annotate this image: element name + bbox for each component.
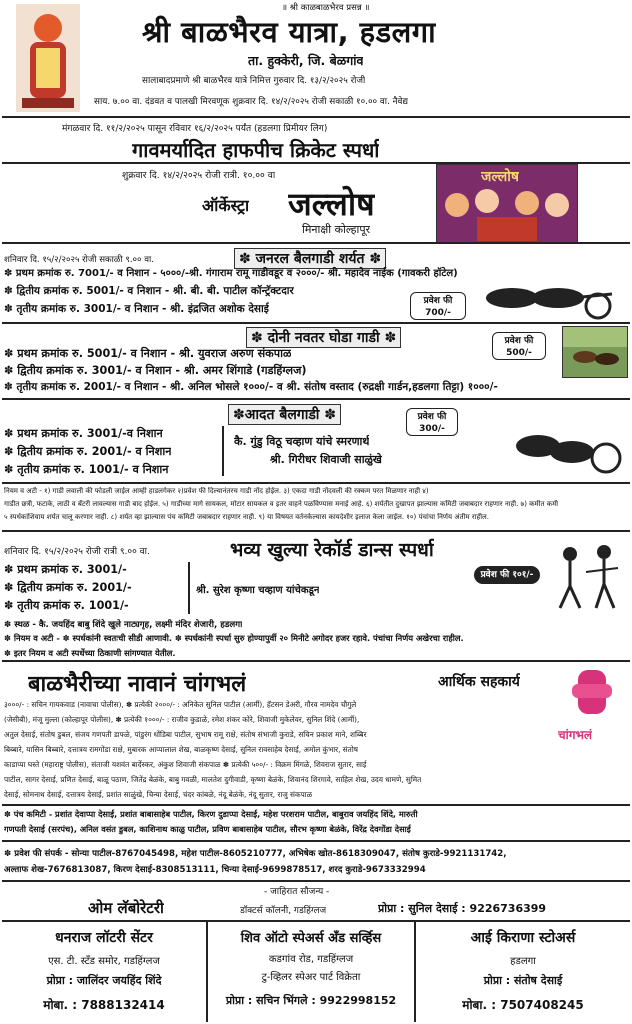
- shop-1-phone: मोबा. : 7888132414: [43, 998, 165, 1012]
- orchestra-place: मिनाक्षी कोल्हापूर: [302, 223, 371, 236]
- lab-address: डॉक्टर्स कॉलनी, गडहिंग्लज: [240, 906, 327, 916]
- contacts-line-1: ✽ प्रवेश फी संपर्क - सोन्या पाटील-8767045498, महेश पाटील-8605210777, अभिषेक खोत-8618309047, संतोष कुराडे-9921131742,: [4, 849, 507, 859]
- shop-3-name: आई किराणा स्टोअर्स: [470, 930, 576, 946]
- shop-2-name: शिव ऑटो स्पेअर्स अँड सर्व्हिस: [240, 931, 382, 946]
- rules-line-2: गाडीत छत्री, फटाके, लाठी व बॅटरी लावल्यास गाडी बाद होईल. ५) गाडीच्या मागे सायकल, मोटार सायकल व इतर वाहने पळविण्यास मनाई आहे. ६) शर्यतीत दुखापत झाल्यास कमिटी जबाबदार राहणार नाही. ७) कमीत कमी: [4, 500, 559, 508]
- dance-prize-3: ✽ तृतीय क्रमांक रु. 1001/-: [4, 599, 129, 612]
- ads-courtesy: - जाहिरात सौजन्य -: [264, 887, 330, 897]
- shop-1-owner: प्रोप्रा : जालिंदर जयहिंद शिंदे: [46, 974, 162, 987]
- donors-title: बाळभैरीच्या नावानं चांगभलं: [28, 672, 247, 697]
- poster-title: जल्लोष: [481, 169, 519, 185]
- aadat-race-section: [2, 400, 630, 484]
- deity-image: [16, 4, 80, 112]
- committee-line-1: ✽ पंच कमिटी - प्रशांत देवाप्पा देसाई, प्रशांत बाबासाहेब पाटील, किरण दुडाप्पा देसाई, महेश परशराम पाटील, बाबुराव जयहिंद शिंदे, मारुती: [4, 809, 418, 819]
- horse-title: ✽ दोनी नवतर घोडा गाडी ✽: [246, 327, 401, 348]
- contacts-line-2: अल्ताफ शेख-7676813087, किरण देसाई-8308513111, चिन्या देसाई-9699878517, शरद कुराडे-9673332994: [4, 865, 426, 875]
- header-line-1: सालाबादप्रमाणे श्री बाळभैरव यात्रे निमित्त गुरुवार दि. १३/२/२०२५ रोजी: [142, 76, 366, 86]
- horse-race-section: [2, 324, 630, 400]
- dance-venue: ✽ स्थळ - कै. जयहिंद बाबु शिंदे खुले नाट्यगृह, लक्ष्मी मंदिर शेजारी, हडलगा: [4, 620, 243, 630]
- aadat-cart-image: [502, 414, 626, 480]
- orchestra-date: शुक्रवार दि. १४/२/२०२५ रोजी रात्री. १०.०० वा: [122, 170, 276, 181]
- logo-text: चांगभलं: [558, 728, 593, 742]
- donor-line-2: (जेसीबी), मंजू मुल्ला (कोल्हापूर पोलीस), ✽ प्रत्येकी १०००/- : राजीव कुडाळे, रमेश शंकर कोरे, शिवाजी मुकेलेवर, सुनिल शिंदे (आर्मी),: [4, 715, 360, 724]
- bullock-entry-badge: प्रवेश फी 700/-: [410, 292, 466, 320]
- shop-1: [2, 922, 208, 1022]
- rules-line-1: नियम व अटी - १) गाडी लवाली की फोडली जाईल आम्ही हाडलगेकर २)प्रवेश फी दिल्यानंतरच गाडी नोंद होईल. ३) एकदा गाडी नोंदवली की रक्कम परत मिळणार नाही ४): [4, 487, 429, 495]
- dance-section: [2, 532, 630, 662]
- blessing-text: ॥ श्री काळबाळभैरव प्रसन्न ॥: [282, 3, 370, 13]
- donors-aid-label: आर्थिक सहकार्य: [438, 674, 520, 690]
- shop-2: [208, 922, 416, 1022]
- committee-line-2: गणपती देसाई (सरपंच), अनिल वसंत डुबल, काशिनाथ काळु पाटील, प्रविण बाबासाहेब पाटील, सौरभ कृष्णा बेळंके, विरेंद्र देवगोंडा देसाई: [4, 824, 411, 834]
- rules-section: [2, 484, 630, 532]
- dance-rules-2: ✽ इतर नियम व अटी स्पर्धेच्या ठिकाणी सांगण्यात येतील.: [4, 648, 176, 658]
- dancers-image: [546, 542, 626, 612]
- bullock-title: ✽ जनरल बैलगाडी शर्यत ✽: [234, 248, 386, 269]
- header-line-2: साय. ७.०० वा. दंडवत व पालखी मिरवणूक शुक्रवार दि. १४/२/२०२५ रोजी सकाळी १०.०० वा. नैवेद्य: [94, 97, 408, 107]
- dance-title: भव्य खुल्या रेकॉर्ड डान्स स्पर्धा: [230, 539, 434, 561]
- donor-line-6: पाटील, सागर देसाई, प्रणित देसाई, बाळू पठाण, जितेंद्र बेळंके, बाबु गवळी, मालतेश दुगीवाडी, कृष्णा बेळंके, शिवानंद शिरगावे, साहिल शेख, उदय धामणे, सुमित: [4, 775, 422, 784]
- contacts-section: [2, 842, 630, 882]
- bullock-prize-1: ✽ प्रथम क्रमांक रु. 7001/- व निशान - ५०००/-श्री. गंगाराम रामू गाडीवडूर व २०००/- श्री. महादेव नाईक (गावकरी हॉटेल): [4, 268, 458, 279]
- aadat-prize-3: ✽ तृतीय क्रमांक रु. 1001/- व निशान: [4, 463, 169, 476]
- shop-2-address-2: टु-व्हिलर स्पेअर पार्ट विक्रेता: [261, 972, 361, 983]
- shops-section: [2, 922, 630, 1022]
- aadat-prize-2: ✽ द्वितीय क्रमांक रु. 2001/- व निशान: [4, 445, 172, 458]
- orchestra-label: ऑर्केस्ट्रा: [202, 196, 250, 215]
- dance-rules: ✽ नियम व अटी - ✽ स्पर्धकांनी स्वतःची सीडी आणावी. ✽ स्पर्धकांनी स्पर्धा सुरु होण्यापुर्वी २० मिनीटे अगोदर हजर रहावे. पंचांचा निर्णय अखेरचा राहील.: [4, 633, 464, 643]
- donor-line-1: ३०००/- : सचिन गायकवाड (नावाचा पोलीस), ✽ प्रत्येकी २०००/- : अनिकेत सुनिल पाटील (आर्मी), हॅटसन डेअरी, गौरव नामदेव चौगुले: [4, 700, 357, 709]
- aadat-memorial: कै. गुंडु विठू चव्हाण यांचे स्मरणार्थ: [234, 435, 370, 448]
- main-subtitle: ता. हुक्केरी, जि. बेळगांव: [248, 53, 364, 68]
- shop-3: [416, 922, 630, 1022]
- header-section: [2, 0, 630, 118]
- bullock-cart-image: [472, 276, 626, 320]
- bullock-prize-2: ✽ द्वितीय क्रमांक रु. 5001/- व निशान - श्री. बी. बी. पाटील कॉन्ट्रॅक्टदार: [4, 285, 294, 297]
- shop-3-owner: प्रोप्रा : संतोष देसाई: [483, 974, 563, 987]
- bullock-prize-3: ✽ तृतीय क्रमांक रु. 3001/- व निशान - श्री. इंद्रजित अशोक देसाई: [4, 303, 269, 315]
- orchestra-section: [2, 164, 630, 244]
- horse-prize-1: ✽ प्रथम क्रमांक रु. 5001/- व निशान - श्री. युवराज अरुण संकपाळ: [4, 347, 292, 360]
- aadat-prize-1: ✽ प्रथम क्रमांक रु. 3001/-व निशान: [4, 427, 163, 440]
- dance-entry-badge: प्रवेश फी १०१/-: [474, 566, 540, 584]
- main-title: श्री बाळभैरव यात्रा, हडलगा: [142, 15, 437, 49]
- lab-ad-section: [2, 882, 630, 922]
- donor-line-5: काडाप्पा घस्ते (महाराष्ट्र पोलीस), संताजी यशवंत बार्देस्कर, अंकुश शिवाजी संकपाळ ✽ प्रत्येकी ५००/- : विक्रम मिंगळे, शिवराज सुतार, साई: [4, 760, 367, 769]
- aadat-brace: [216, 426, 224, 476]
- aadat-sponsor: श्री. गिरीधर शिवाजी साळुंखे: [270, 453, 382, 466]
- bullock-race-section: [2, 244, 630, 324]
- dance-brace: [182, 562, 190, 614]
- donor-line-3: अतुल देसाई, संतोष डुबल, संजय गणपती डाफ्ळे, पांडुरंग धोंडिबा पाटील, सुभाष रामू राक्षे, संतोष संभाजी कुराडे, सचिन प्रकाश माने, शब्बिर: [4, 730, 367, 739]
- shop-1-address: एस. टी. स्टॅंड समोर, गडहिंग्लज: [48, 956, 160, 967]
- donor-line-4: बिब्बारे, यासिन बिब्बारे, दत्तात्रय रामगोंडा राक्षे, मुबारक आप्पालाल शेख, बाळकृष्ण देसाई, सुनिल रावसाहेब देसाई, अमोल कुंभार, संतोष: [4, 745, 358, 754]
- cricket-title: गावमर्यादित हाफपीच क्रिकेट स्पर्धा: [132, 138, 380, 162]
- dance-prize-1: ✽ प्रथम क्रमांक रु. 3001/-: [4, 563, 127, 576]
- horse-cart-image: [562, 326, 628, 378]
- shop-2-address: कडगांव रोड, गडहिंग्लज: [268, 954, 354, 965]
- horse-prize-2: ✽ द्वितीय क्रमांक रु. 3001/- व निशान - श्री. अमर शिंगाडे (गडहिंग्लज): [4, 364, 307, 377]
- shop-3-address: हडलगा: [510, 956, 536, 967]
- aadat-title: ✽आदत बैलगाडी ✽: [228, 404, 341, 425]
- dance-date: शनिवार दि. १५/२/२०२५ रोजी रात्री ९.०० वा.: [4, 547, 150, 557]
- shop-3-phone: मोबा. : 7507408245: [462, 998, 584, 1012]
- lab-owner: प्रोप्रा : सुनिल देसाई : 9226736399: [378, 902, 547, 915]
- shop-2-owner: प्रोप्रा : सचिन भिंगले : 9922998152: [225, 994, 397, 1007]
- donors-section: [2, 662, 630, 806]
- horse-prize-3: ✽ तृतीय क्रमांक रु. 2001/- व निशान - श्री. अनिल भोसले १०००/- व श्री. संतोष वस्ताद (रुद्रक्षी गार्डन,हडलगा तिट्टा) १०००/-: [4, 381, 498, 393]
- bullock-date: शनिवार दि. १५/२/२०२५ रोजी सकाळी ९.०० वा.: [4, 255, 154, 265]
- cricket-date: मंगळवार दि. ११/२/२०२५ पासून रविवार १६/२/२०२५ पर्यंत (हडलगा प्रिमीयर लिग): [62, 124, 328, 134]
- dance-prize-2: ✽ द्वितीय क्रमांक रु. 2001/-: [4, 581, 132, 594]
- cricket-section: [2, 118, 630, 164]
- aadat-entry-badge: प्रवेश फी 300/-: [406, 408, 458, 436]
- changbhala-logo: [558, 666, 626, 746]
- shop-1-name: धनराज लॉटरी सेंटर: [55, 930, 153, 946]
- committee-section: [2, 806, 630, 842]
- donor-line-7: देसाई, सोमनाथ देसाई, दत्तात्रय देसाई, प्रशांत साळुंखे, चिन्या देसाई, चंदर कांबळे, नंदू बेळंके, नंदू सुतार, राजु संकपाळ: [4, 790, 313, 799]
- horse-entry-badge: प्रवेश फी 500/-: [492, 332, 546, 360]
- orchestra-poster-image: [436, 164, 578, 244]
- rules-line-3: ५ स्पर्धकांशिवाय शर्यत चालू करणार नाही. ८) शर्यत व्हा झाल्यास पंच कमिटी जबाबदार राहणार नाही. ९) या विषयत वर्तनकेल्यास कायदेशीर इलाज केला जाईल. १०) पंचांचा निर्णय अंतीम राहील.: [4, 513, 490, 521]
- lab-name: ओम लॅबोरेटरी: [88, 899, 164, 917]
- dance-sponsor: श्री. सुरेश कृष्णा चव्हाण यांचेकडून: [196, 585, 320, 596]
- orchestra-name: जल्लोष: [288, 185, 375, 223]
